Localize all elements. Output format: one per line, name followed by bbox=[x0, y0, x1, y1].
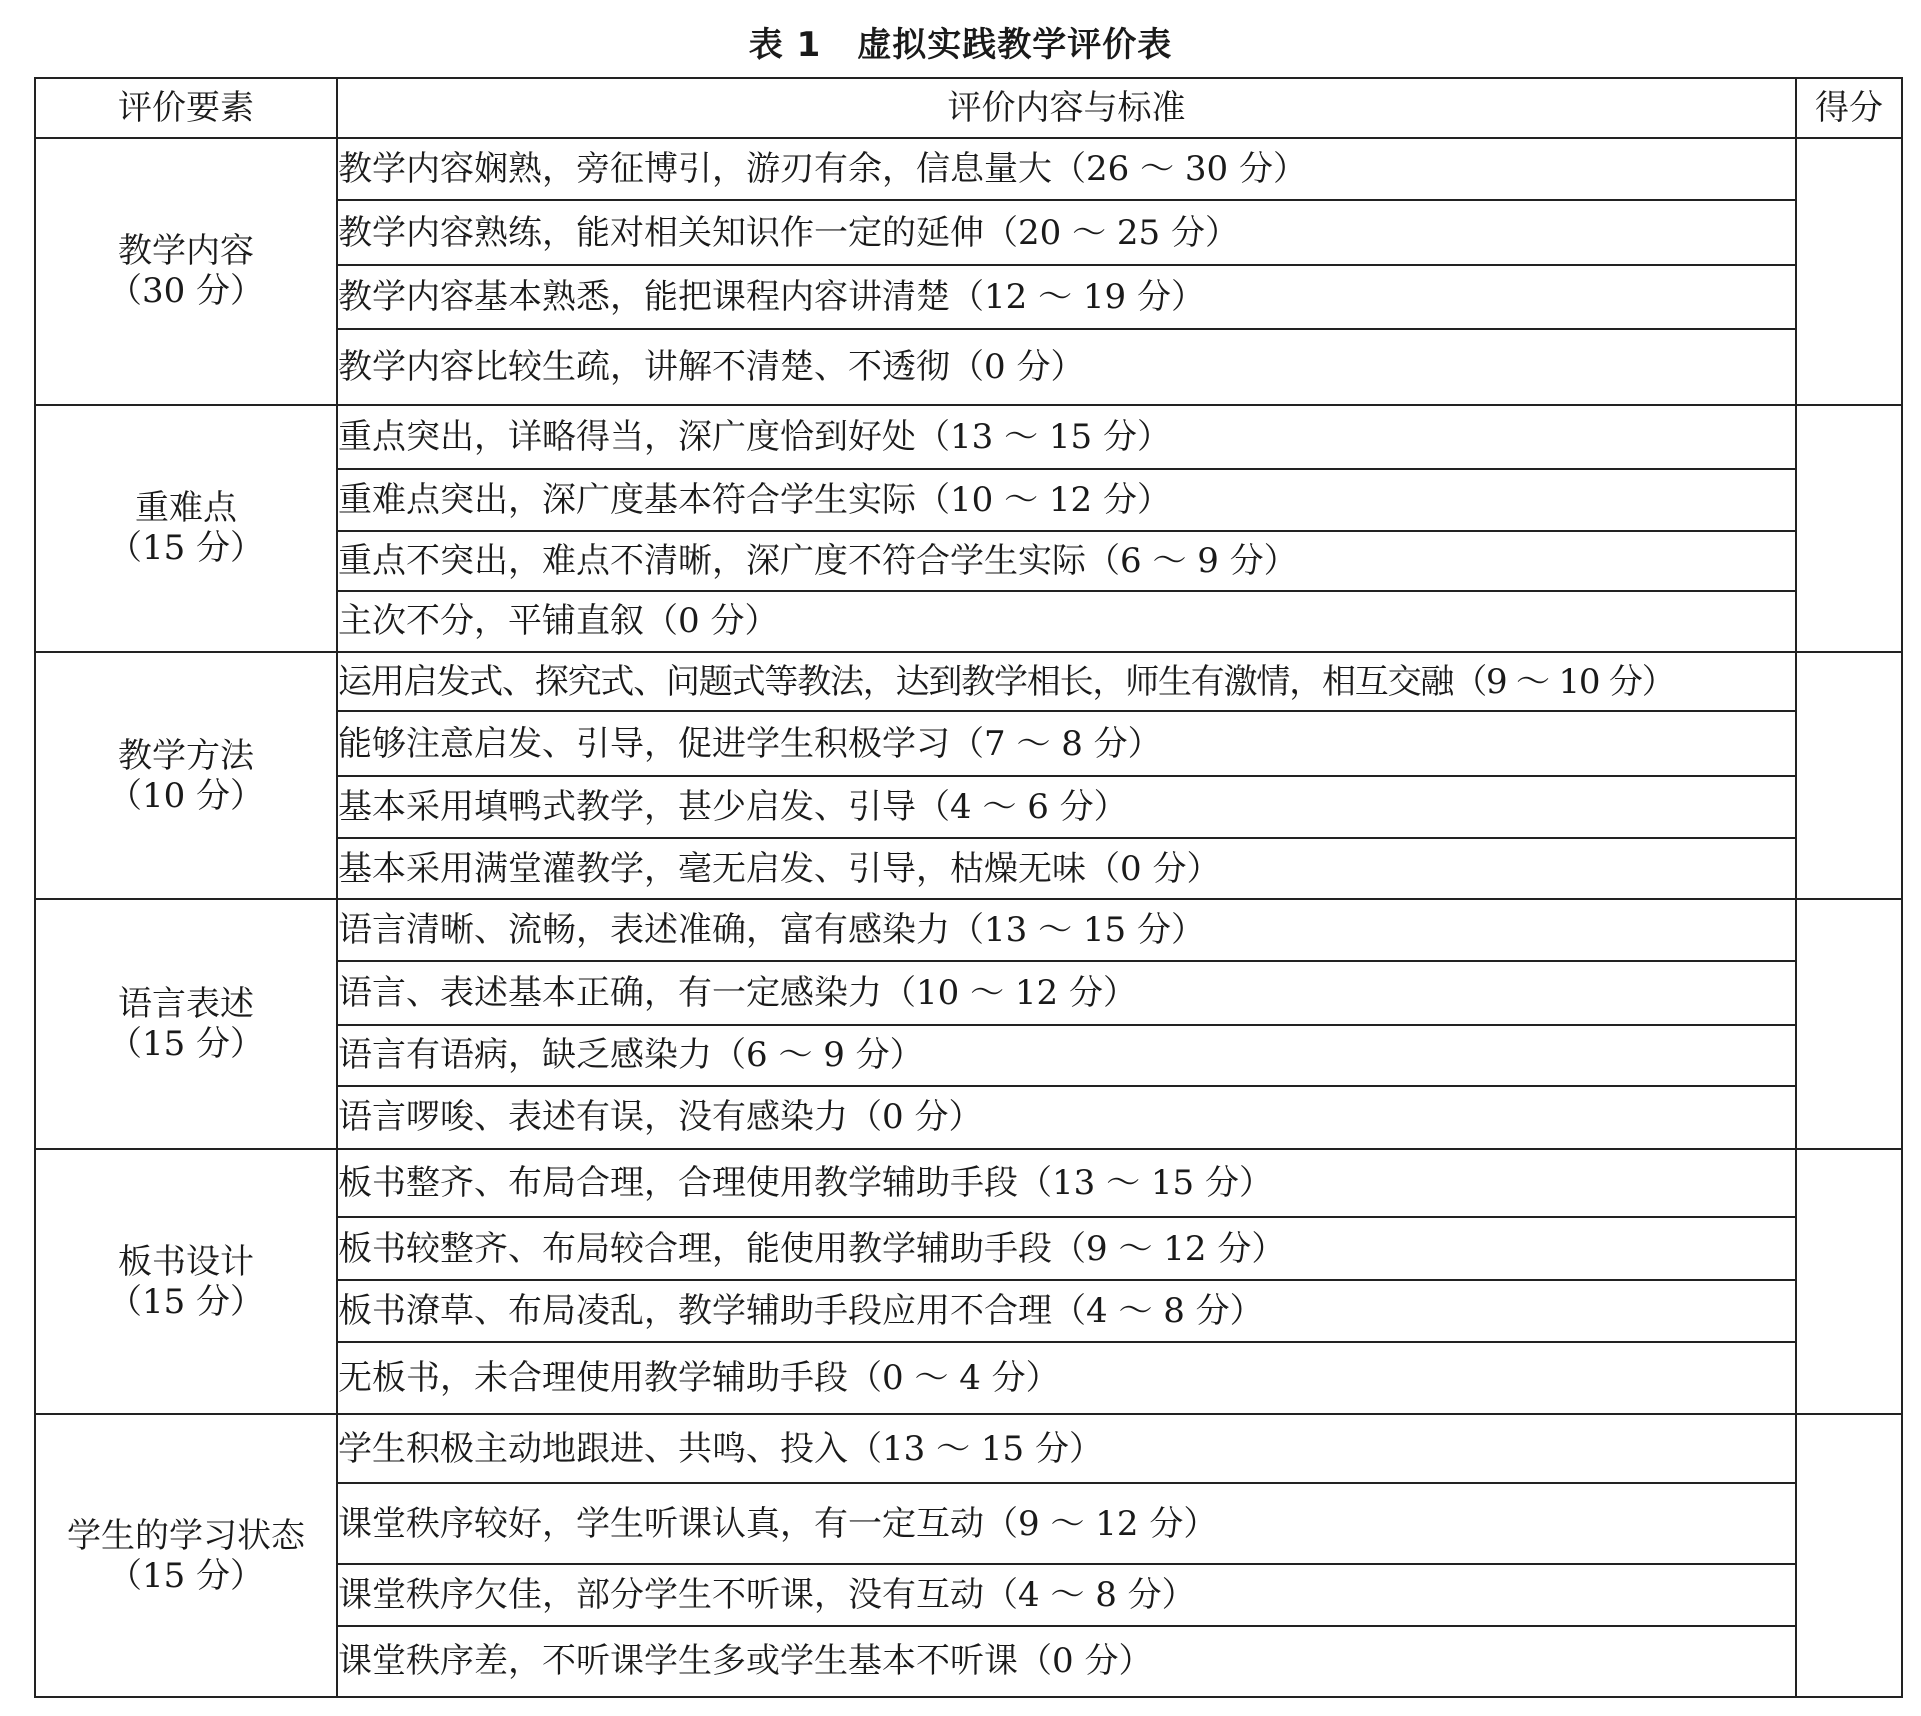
criterion-cell: 语言啰唆、表述有误，没有感染力（0 分） bbox=[337, 1086, 1796, 1149]
criterion-cell: 重难点突出，深广度基本符合学生实际（10 ～ 12 分） bbox=[337, 469, 1796, 531]
header-criteria: 评价内容与标准 bbox=[337, 78, 1796, 138]
criterion-cell: 学生积极主动地跟进、共鸣、投入（13 ～ 15 分） bbox=[337, 1414, 1796, 1483]
group-points: （15 分） bbox=[107, 1024, 265, 1065]
group-name: 语言表述 bbox=[118, 984, 254, 1025]
header-element: 评价要素 bbox=[35, 78, 337, 138]
group-cell-teaching-method bbox=[35, 652, 337, 899]
group-points: （15 分） bbox=[107, 528, 265, 569]
criterion-cell: 能够注意启发、引导，促进学生积极学习（7 ～ 8 分） bbox=[337, 711, 1796, 776]
table-row bbox=[35, 405, 1902, 469]
criterion-cell: 基本采用满堂灌教学，毫无启发、引导，枯燥无味（0 分） bbox=[337, 838, 1796, 899]
criterion-cell: 语言、表述基本正确，有一定感染力（10 ～ 12 分） bbox=[337, 961, 1796, 1025]
header-row bbox=[35, 78, 1902, 138]
criterion-cell: 课堂秩序欠佳，部分学生不听课，没有互动（4 ～ 8 分） bbox=[337, 1564, 1796, 1626]
table-row bbox=[35, 1414, 1902, 1483]
criterion-cell: 教学内容基本熟悉，能把课程内容讲清楚（12 ～ 19 分） bbox=[337, 265, 1796, 329]
criterion-cell: 重点突出，详略得当，深广度恰到好处（13 ～ 15 分） bbox=[337, 405, 1796, 469]
score-cell bbox=[1796, 899, 1902, 1148]
group-cell-blackboard bbox=[35, 1149, 337, 1414]
score-cell bbox=[1796, 138, 1902, 404]
group-name: 板书设计 bbox=[118, 1241, 254, 1282]
table-title bbox=[0, 20, 1921, 70]
group-name: 重难点 bbox=[135, 488, 237, 529]
criterion-cell: 课堂秩序较好，学生听课认真，有一定互动（9 ～ 12 分） bbox=[337, 1483, 1796, 1563]
group-cell-key-points bbox=[35, 405, 337, 652]
group-points: （15 分） bbox=[107, 1555, 265, 1596]
criterion-cell: 板书较整齐、布局较合理，能使用教学辅助手段（9 ～ 12 分） bbox=[337, 1217, 1796, 1280]
header-score: 得分 bbox=[1796, 78, 1902, 138]
criterion-cell: 板书潦草、布局凌乱，教学辅助手段应用不合理（4 ～ 8 分） bbox=[337, 1280, 1796, 1342]
table-row bbox=[35, 899, 1902, 960]
group-cell-teaching-content bbox=[35, 138, 337, 404]
group-points: （30 分） bbox=[107, 271, 265, 312]
criterion-cell: 重点不突出，难点不清晰，深广度不符合学生实际（6 ～ 9 分） bbox=[337, 531, 1796, 591]
criterion-cell: 教学内容熟练，能对相关知识作一定的延伸（20 ～ 25 分） bbox=[337, 200, 1796, 265]
group-points: （15 分） bbox=[107, 1281, 265, 1322]
score-cell bbox=[1796, 652, 1902, 899]
criterion-cell: 课堂秩序差，不听课学生多或学生基本不听课（0 分） bbox=[337, 1626, 1796, 1697]
criterion-cell: 教学内容比较生疏，讲解不清楚、不透彻（0 分） bbox=[337, 329, 1796, 404]
criterion-cell: 主次不分，平铺直叙（0 分） bbox=[337, 591, 1796, 652]
group-name: 学生的学习状态 bbox=[67, 1515, 305, 1556]
table-row bbox=[35, 1149, 1902, 1217]
group-points: （10 分） bbox=[107, 775, 265, 816]
criterion-cell: 教学内容娴熟，旁征博引，游刃有余，信息量大（26 ～ 30 分） bbox=[337, 138, 1796, 200]
criterion-cell: 板书整齐、布局合理，合理使用教学辅助手段（13 ～ 15 分） bbox=[337, 1149, 1796, 1217]
criterion-cell: 语言清晰、流畅，表述准确，富有感染力（13 ～ 15 分） bbox=[337, 899, 1796, 960]
table-number: 表 1 bbox=[748, 25, 822, 65]
score-cell bbox=[1796, 1414, 1902, 1697]
table-row bbox=[35, 652, 1902, 711]
criterion-cell: 语言有语病，缺乏感染力（6 ～ 9 分） bbox=[337, 1025, 1796, 1086]
group-name: 教学方法 bbox=[118, 735, 254, 776]
group-cell-learning-state bbox=[35, 1414, 337, 1697]
criterion-cell: 运用启发式、探究式、问题式等教法，达到教学相长，师生有激情，相互交融（9 ～ 10 分） bbox=[337, 652, 1796, 711]
criterion-cell: 无板书，未合理使用教学辅助手段（0 ～ 4 分） bbox=[337, 1342, 1796, 1414]
table-row bbox=[35, 138, 1902, 200]
group-name: 教学内容 bbox=[118, 231, 254, 272]
score-cell bbox=[1796, 405, 1902, 652]
evaluation-table bbox=[34, 77, 1903, 1698]
criterion-cell: 基本采用填鸭式教学，甚少启发、引导（4 ～ 6 分） bbox=[337, 776, 1796, 838]
group-cell-language bbox=[35, 899, 337, 1148]
score-cell bbox=[1796, 1149, 1902, 1414]
table-title-text: 虚拟实践教学评价表 bbox=[857, 25, 1173, 65]
